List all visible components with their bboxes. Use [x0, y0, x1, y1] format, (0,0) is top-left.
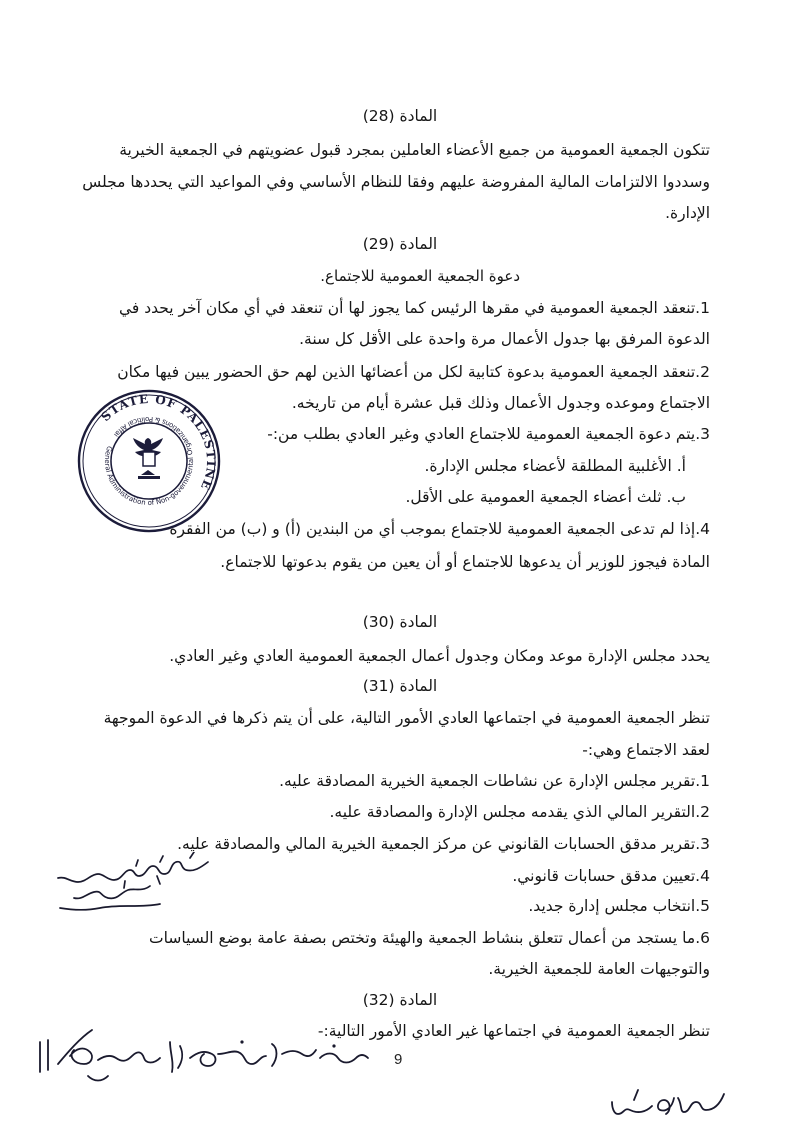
article-30-line-1: يحدد مجلس الإدارة موعد ومكان وجدول أعمال الجمعية العمومية العادي وغير العادي.	[169, 647, 710, 665]
article-32-heading: المادة (32)	[362, 991, 438, 1009]
article-32-line-1: تنظر الجمعية العمومية في اجتماعها غير العادي الأمور التالية:-	[317, 1022, 710, 1040]
article-29-line-5: 3.يتم دعوة الجمعية العمومية للاجتماع العادي وغير العادي بطلب من:-	[267, 425, 710, 443]
article-29-line-9: المادة فيجوز للوزير أن يدعوها للاجتماع أو أن يعين من يقوم بدعوتها للاجتماع.	[220, 553, 710, 571]
article-28-line-2: وسددوا الالتزامات المالية المفروضة عليهم وفقا للنظام الأساسي وفي المواعيد التي يحددها مجلس	[82, 173, 710, 191]
article-29-line-1: 1.تنعقد الجمعية العمومية في مقرها الرئيس كما يجوز لها أن تنعقد في أي مكان آخر يحدد في	[118, 299, 710, 317]
seal-outer-text: STATE OF PALESTINE	[98, 391, 219, 493]
article-29-line-8: 4.إذا لم تدعى الجمعية العمومية للاجتماع بموجب أي من البندين (أ) و (ب) من الفقرة	[169, 520, 710, 538]
article-31-line-5: 3.تقرير مدقق الحسابات القانوني عن مركز الجمعية الخيرية المالي والمصادقة عليه.	[177, 835, 710, 853]
article-29-line-4: الاجتماع وموعده وجدول الأعمال وذلك قبل عشرة أيام من تاريخه.	[291, 394, 710, 412]
article-31-line-6: 4.تعيين مدقق حسابات قانوني.	[512, 867, 710, 885]
article-29-heading: المادة (29)	[362, 235, 438, 253]
article-29-subheading: دعوة الجمعية العمومية للاجتماع.	[320, 267, 520, 285]
article-31-line-3: 1.تقرير مجلس الإدارة عن نشاطات الجمعية الخيرية المصادقة عليه.	[279, 772, 710, 790]
article-28-line-1: تتكون الجمعية العمومية من جميع الأعضاء العاملين بمجرد قبول عضويتهم في الجمعية الخيرية	[119, 141, 710, 159]
article-29-line-3: 2.تنعقد الجمعية العمومية بدعوة كتابية لكل من أعضائها الذين لهم حق الحضور يبين فيها مكان	[117, 363, 710, 381]
official-seal-stamp	[74, 386, 224, 536]
page-number: 9	[394, 1051, 403, 1068]
article-31-line-2: لعقد الاجتماع وهي:-	[582, 741, 710, 759]
article-31-line-9: والتوجيهات العامة للجمعية الخيرية.	[488, 960, 710, 978]
article-31-line-7: 5.انتخاب مجلس إدارة جديد.	[528, 897, 710, 915]
article-31-line-4: 2.التقرير المالي الذي يقدمه مجلس الإدارة والمصادقة عليه.	[329, 803, 710, 821]
article-31-line-8: 6.ما يستجد من أعمال تتعلق بنشاط الجمعية والهيئة وتختص بصفة عامة بوضع السياسات	[149, 929, 710, 947]
article-29-line-7: ب. ثلث أعضاء الجمعية العمومية على الأقل.	[405, 488, 686, 506]
article-30-heading: المادة (30)	[362, 613, 438, 631]
handwritten-signature-2	[28, 1024, 388, 1088]
handwritten-signature-1	[40, 852, 215, 930]
article-31-heading: المادة (31)	[362, 677, 438, 695]
article-28-line-3: الإدارة.	[665, 204, 710, 222]
article-29-line-6: أ. الأغلبية المطلقة لأعضاء مجلس الإدارة.	[424, 457, 686, 475]
seal-inner-text: General Administration of Non-governmental Organizations & Political Affairs	[102, 414, 196, 508]
handwritten-signature-3	[602, 1084, 734, 1124]
article-28-heading: المادة (28)	[362, 107, 438, 125]
article-29-line-2: الدعوة المرفق بها جدول الأعمال مرة واحدة على الأقل كل سنة.	[299, 330, 710, 348]
article-31-line-1: تنظر الجمعية العمومية في اجتماعها العادي الأمور التالية، على أن يتم ذكرها في الدعوة الموجهة	[103, 709, 710, 727]
